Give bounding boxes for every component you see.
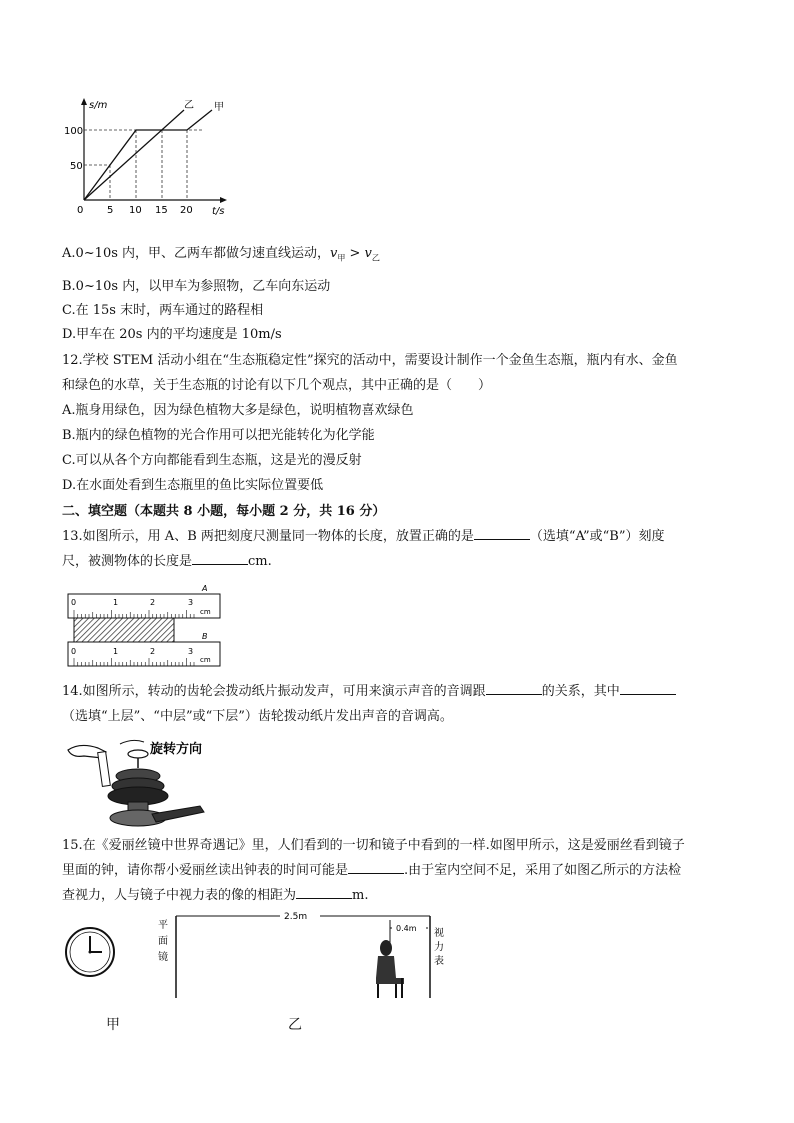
distance-0-4m: 0.4m	[396, 924, 417, 933]
q11-a-v: v	[330, 246, 338, 261]
ruler-b-tick-2: 2	[150, 647, 156, 656]
ruler-a-label: A	[202, 584, 208, 593]
q11-a-gt: > v	[345, 246, 372, 261]
seated-person	[376, 940, 404, 998]
chart-char-2: 力	[434, 942, 444, 953]
q11-a-text: A.0~10s 内，甲、乙两车都做匀速直线运动，	[62, 246, 331, 261]
q12-stem-line1: 12.学校 STEM 活动小组在“生态瓶稳定性”探究的活动中，需要设计制作一个金鱼生态瓶，瓶内有水、金鱼	[62, 353, 678, 368]
xtick-5: 5	[107, 205, 114, 216]
q14-line1	[62, 682, 676, 702]
ruler-a-tick-0: 0	[71, 598, 77, 607]
q11-option-d: D.甲车在 20s 内的平均速度是 10m/s	[62, 327, 282, 342]
ruler-figure	[62, 582, 227, 670]
eye-test-figure	[150, 906, 450, 1002]
q15-line3	[62, 886, 368, 906]
q15-blank-1[interactable]	[348, 861, 404, 874]
chart-char-3: 表	[434, 956, 444, 967]
ruler-b-tick-0: 0	[71, 647, 77, 656]
q15-l2a: 里面的钟，请你帮小爱丽丝读出钟表的时间可能是	[62, 863, 349, 878]
q11-a-sub1: 甲	[337, 253, 346, 263]
q13-l1a: 13.如图所示，用 A、B 两把刻度尺测量同一物体的长度，放置正确的是	[62, 529, 474, 544]
mirror-char-2: 面	[158, 936, 168, 947]
rotation-direction-label: 旋转方向	[150, 742, 203, 757]
caption-yi: 乙	[288, 1017, 302, 1033]
ruler-b-label: B	[202, 632, 208, 641]
xtick-15: 15	[155, 205, 168, 216]
graph-ylabel: s/m	[89, 100, 108, 111]
q11-option-b: B.0~10s 内，以甲车为参照物，乙车向东运动	[62, 279, 331, 294]
chart-char-1: 视	[434, 928, 444, 939]
gear-figure	[62, 736, 232, 832]
q15-blank-2[interactable]	[296, 886, 352, 899]
q12-option-d: D.在水面处看到生态瓶里的鱼比实际位置要低	[62, 478, 324, 493]
q15-l3b: m.	[352, 888, 369, 903]
ruler-b-tick-3: 3	[188, 647, 194, 656]
mirror-char-3: 镜	[158, 952, 168, 963]
ruler-a-tick-1: 1	[113, 598, 119, 607]
q14-l1a: 14.如图所示，转动的齿轮会拨动纸片振动发声，可用来演示声音的音调跟	[62, 684, 486, 699]
st-graph	[62, 96, 242, 224]
q11-a-sub2: 乙	[371, 253, 380, 263]
measured-object	[74, 618, 174, 642]
q14-blank-2[interactable]	[620, 682, 676, 695]
mirror-char-1: 平	[158, 920, 168, 931]
mirror-clock-figure	[62, 920, 122, 980]
ruler-b-unit: cm	[200, 656, 211, 664]
q15-line1: 15.在《爱丽丝镜中世界奇遇记》里，人们看到的一切和镜子中看到的一样.如图甲所示，这是爱丽丝看到镜子	[62, 838, 685, 853]
xtick-20: 20	[180, 205, 193, 216]
q12-option-c: C.可以从各个方向都能看到生态瓶，这是光的漫反射	[62, 453, 362, 468]
line-yi	[84, 110, 184, 200]
q13-line1	[62, 527, 665, 547]
q14-blank-1[interactable]	[486, 682, 542, 695]
q13-l1b: （选填“A”或“B”）刻度	[529, 529, 665, 544]
q15-l3a: 查视力，人与镜子中视力表的像的相距为	[62, 888, 297, 903]
xtick-0: 0	[77, 205, 84, 216]
graph-xlabel: t/s	[212, 206, 225, 217]
q12-stem-line2: 和绿色的水草，关于生态瓶的讨论有以下几个观点，其中正确的是（ ）	[62, 378, 492, 393]
ruler-a-tick-2: 2	[150, 598, 156, 607]
q13-blank-2[interactable]	[192, 552, 248, 565]
q11-option-a	[62, 244, 380, 269]
q14-l1b: 的关系，其中	[541, 684, 620, 699]
q15-line2	[62, 861, 681, 881]
q12-option-a: A.瓶身用绿色，因为绿色植物大多是绿色，说明植物喜欢绿色	[62, 403, 414, 418]
ytick-100: 100	[64, 126, 84, 137]
xtick-10: 10	[129, 205, 142, 216]
ruler-b-tick-1: 1	[113, 647, 119, 656]
q13-line2	[62, 552, 272, 572]
q13-l2a: 尺，被测物体的长度是	[62, 554, 193, 569]
q14-line2: （选填“上层”、“中层”或“下层”）齿轮拨动纸片发出声音的音调高。	[62, 709, 453, 724]
label-yi: 乙	[184, 100, 194, 111]
ruler-a-tick-3: 3	[188, 598, 194, 607]
label-jia: 甲	[214, 102, 224, 113]
distance-2-5m: 2.5m	[284, 912, 308, 922]
q13-blank-1[interactable]	[474, 527, 530, 540]
q13-l2b: cm.	[248, 554, 272, 569]
q12-option-b: B.瓶内的绿色植物的光合作用可以把光能转化为化学能	[62, 428, 375, 443]
section-heading: 二、填空题（本题共 8 小题，每小题 2 分，共 16 分）	[62, 504, 386, 519]
q11-option-c: C.在 15s 末时，两车通过的路程相	[62, 303, 264, 318]
ytick-50: 50	[70, 161, 83, 172]
caption-jia: 甲	[106, 1017, 120, 1033]
q15-l2b: .由于室内空间不足，采用了如图乙所示的方法检	[404, 863, 682, 878]
ruler-a-unit: cm	[200, 608, 211, 616]
line-jia	[84, 110, 212, 200]
